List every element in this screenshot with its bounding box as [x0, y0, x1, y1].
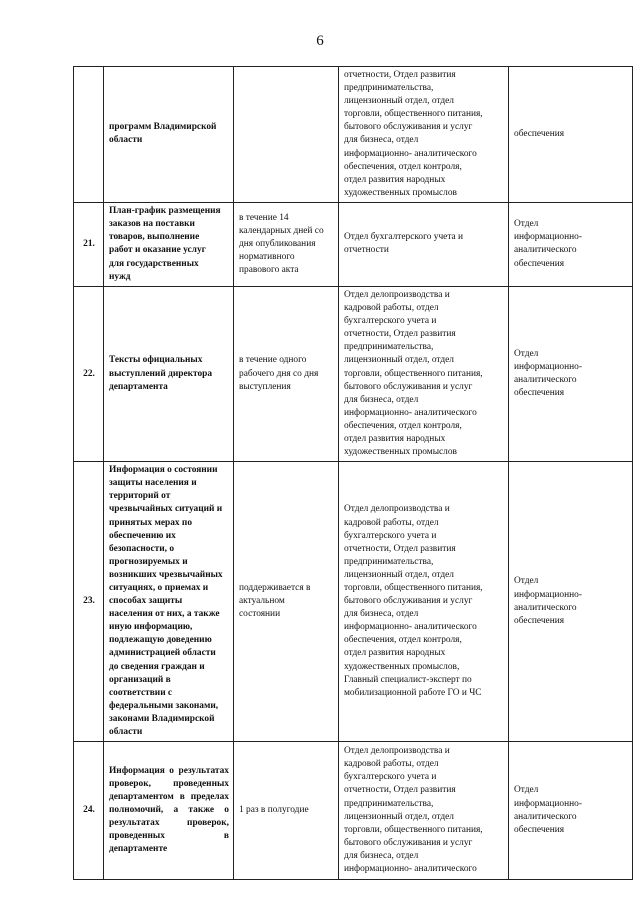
info-name: План-график размещения заказов на поставки товаров, выполнение работ и оказание услуг для государственных нужд	[104, 202, 234, 286]
provider-unit: Отдел информационно- аналитического обеспечения	[509, 462, 633, 742]
table-row	[74, 462, 633, 742]
info-name: Информация о состоянии защиты населения и территорий от чрезвычайных ситуаций и принятых мерах по обеспечению их безопасности, о прогнозируемых и возникших чрезвычайных ситуациях, о приемах и способах защиты населения от них, а также иную информацию, подлежащую доведению администрацией области до сведения граждан и организаций в соответствии с федеральными законами, законами Владимирской области	[104, 462, 234, 742]
update-term	[234, 67, 339, 203]
responsible-units: Отдел делопроизводства и кадровой работы, отдел бухгалтерского учета и отчетности, Отдел развития предпринимательства, лицензионный отдел, отдел торговли, общественного питания, бытового обслуживания и услуг для бизнеса, отдел информационно- аналитического обеспечения, отдел контроля, отдел развития народных художественных промыслов, Главный специалист-эксперт по мобилизационной работе ГО и ЧС	[339, 462, 509, 742]
row-number: 22.	[74, 286, 104, 461]
info-name: Тексты официальных выступлений директора департамента	[104, 286, 234, 461]
info-name: программ Владимирской области	[104, 67, 234, 203]
row-number: 23.	[74, 462, 104, 742]
provider-unit: Отдел информационно- аналитического обеспечения	[509, 286, 633, 461]
responsible-units: Отдел делопроизводства и кадровой работы, отдел бухгалтерского учета и отчетности, Отдел развития предпринимательства, лицензионный отдел, отдел торговли, общественного питания, бытового обслуживания и услуг для бизнеса, отдел информационно- аналитического обеспечения, отдел контроля, отдел развития народных художественных промыслов	[339, 286, 509, 461]
provider-unit: обеспечения	[509, 67, 633, 203]
info-name: Информация о результатах проверок, проведенных департаментом в пределах полномочий, а также о результатах проверок, проведенных в департаменте	[104, 742, 234, 880]
row-number: 21.	[74, 202, 104, 286]
update-term: в течение 14 календарных дней со дня опубликования нормативного правового акта	[234, 202, 339, 286]
table-row	[74, 67, 633, 203]
table-row	[74, 202, 633, 286]
page-number: 6	[316, 33, 324, 49]
table-row	[74, 286, 633, 461]
info-table	[73, 66, 633, 880]
provider-unit: Отдел информационно- аналитического обеспечения	[509, 742, 633, 880]
update-term: в течение одного рабочего дня со дня выступления	[234, 286, 339, 461]
row-number	[74, 67, 104, 203]
table-row	[74, 742, 633, 880]
responsible-units: Отдел бухгалтерского учета и отчетности	[339, 202, 509, 286]
update-term: 1 раз в полугодие	[234, 742, 339, 880]
provider-unit: Отдел информационно- аналитического обеспечения	[509, 202, 633, 286]
responsible-units: Отдел делопроизводства и кадровой работы, отдел бухгалтерского учета и отчетности, Отдел развития предпринимательства, лицензионный отдел, отдел торговли, общественного питания, бытового обслуживания и услуг для бизнеса, отдел информационно- аналитического	[339, 742, 509, 880]
responsible-units: отчетности, Отдел развития предпринимательства, лицензионный отдел, отдел торговли, общественного питания, бытового обслуживания и услуг для бизнеса, отдел информационно- аналитического обеспечения, отдел контроля, отдел развития народных художественных промыслов	[339, 67, 509, 203]
row-number: 24.	[74, 742, 104, 880]
update-term: поддерживается в актуальном состоянии	[234, 462, 339, 742]
